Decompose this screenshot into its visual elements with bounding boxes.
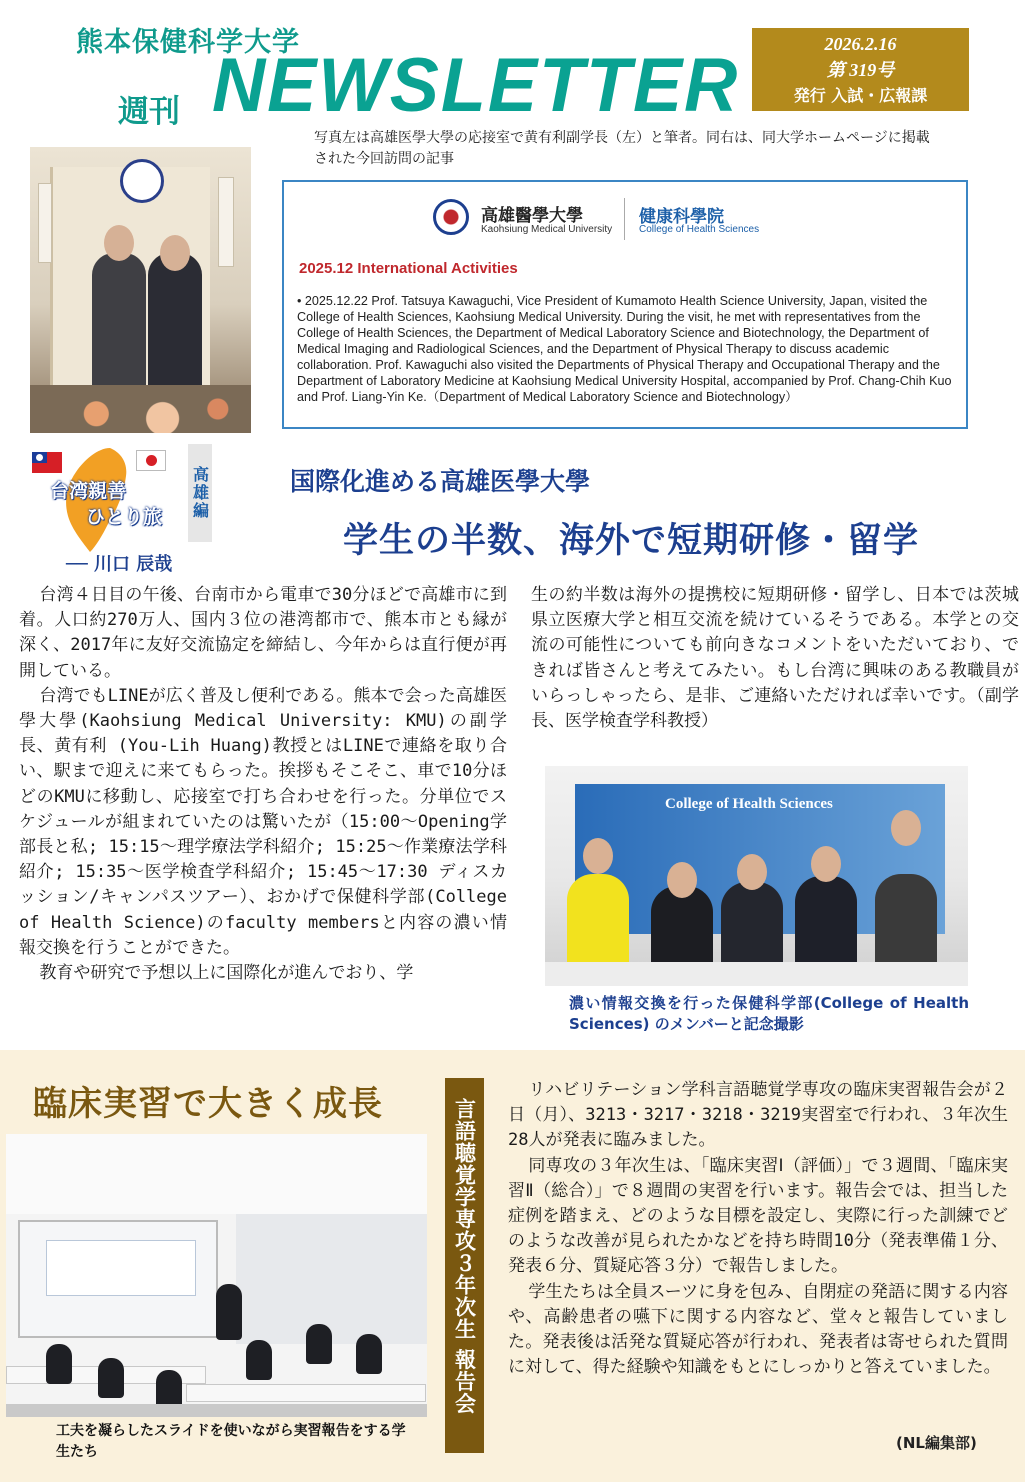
article2-signoff: (NL編集部) — [896, 1434, 977, 1452]
article2-body — [508, 1078, 1008, 1380]
article1-paragraph: 台湾でもLINEが広く普及し便利である。熊本で会った高雄医學大學(Kaohsiung Medical University: KMU)の副学長、黄有利 (You-Lih Huang)教授とはLINEで連絡を取り合い、駅まで迎えに来てもらった。挨拶もそこそこ、車で10分ほどのKMUに移動し、応接室で打ち合わせを行った。分単位でスケジュールが組まれていたのは驚いたが（15:00～Opening学部長と私; 15:15～理学療法学科紹介; 15:25～作業療法学科紹介; 15:35～医学検査学科紹介; 15:45～17:30 ディスカッション/キャンパスツアー）、おかげで保健科学部(College of Health Science)のfaculty membersと内容の濃い情報交換を行うことができた。 — [19, 685, 507, 958]
classroom-photo — [6, 1134, 427, 1417]
group-photo — [545, 766, 968, 986]
article1-paragraph: 教育や研究で予想以上に国際化が進んでおり、学 — [39, 963, 414, 984]
kmu-website-article — [282, 180, 968, 429]
article1-continued-text: 生の約半数は海外の提携校に短期研修・留学し、日本では茨城県立医療大学と相互交流を続けているそうである。本学との交流の可能性についても前向きなコメントをいただいており、できれば皆さんと考えてみたい。もし台湾に興味のある教職員がいらっしゃったら、是非、ご連絡いただければ幸いです。（副学長、医学検査学科教授） — [531, 585, 1019, 732]
article1-headline: 学生の半数、海外で短期研修・留学 — [343, 521, 920, 561]
article1-column2 — [531, 583, 1019, 734]
university-name: 熊本保健科学大学 — [76, 27, 300, 58]
group-photo-caption: 濃い情報交換を行った保健科学部(College of Health Sciences) のメンバーと記念撮影 — [569, 994, 969, 1033]
weekly-label: 週刊 — [118, 94, 180, 130]
kmu-name-en: Kaohsiung Medical University — [481, 224, 613, 235]
kmu-emblem-icon — [120, 159, 164, 203]
reception-room-photo — [30, 147, 251, 433]
article1-paragraph: 台湾４日目の午後、台南市から電車で30分ほどで高雄市に到着。人口約270万人、国内３位の港湾都市で、熊本市とも縁が深く、2017年に友好交流協定を締結し、今年からは直行便が再開している。 — [19, 585, 507, 681]
web-article-body: • 2025.12.22 Prof. Tatsuya Kawaguchi, Vice President of Kumamoto Health Science University, Japan, visited the College of Health Sciences, Kaohsiung Medical University. During the visit, he met with representatives from the College of Health Sciences, the Department of Medical Laboratory Science and Biotechnology, the Department of Medical Imaging and Radiological Sciences, and the Department of Physical Therapy to discuss academic collaboration. Prof. Kawaguchi also visited the Departments of Physical Therapy and Occupational Therapy and the Department of Laboratory Medicine at Kaohsiung Medical University Hospital, accompanied by Prof. Chang-Chih Kuo and Prof. Liang-Yin Ke.（Department of Medical Laboratory Science and Biotechnology） — [297, 294, 952, 404]
article2-paragraph: リハビリテーション学科言語聴覚学専攻の臨床実習報告会が２日（月）、3213・3217・3218・3219実習室で行われ、３年次生28人が発表に臨みました。 — [508, 1080, 1008, 1151]
newsletter-title: NEWSLETTER — [212, 43, 740, 128]
kmu-logo-icon — [433, 199, 469, 235]
article2-headline: 臨床実習で大きく成長 — [33, 1084, 383, 1124]
issue-date: 2026.2.16 — [824, 34, 897, 54]
classroom-photo-caption: 工夫を凝らしたスライドを使いながら実習報告をする学生たち — [56, 1423, 406, 1460]
series-title-line1: 台湾親善 — [50, 480, 127, 502]
series-edition: 高雄編 — [188, 444, 212, 542]
photo-banner-text: College of Health Sciences — [665, 796, 833, 812]
top-photo-caption: 写真左は高雄医學大學の応接室で黄有利副学長（左）と筆者。同右は、同大学ホームページに掲載された今回訪問の記事 — [314, 130, 930, 167]
college-name-en: College of Health Sciences — [639, 224, 760, 235]
article2-paragraph: 学生たちは全員スーツに身を包み、自閉症の発語に関する内容や、高齢患者の嚥下に関する内容など、堂々と報告していました。発表後は活発な質疑応答が行われ、発表者は寄せられた質問に対して、得た経験や知識をもとにしっかりと答えていました。 — [508, 1281, 1008, 1378]
publisher: 発行 入試・広報課 — [793, 86, 928, 105]
issue-info-box — [752, 28, 969, 111]
article1-subheadline: 国際化進める高雄医學大學 — [290, 467, 591, 496]
author-byline: ── 川口 辰哉 — [66, 554, 173, 575]
issue-number: 第 319号 — [826, 60, 895, 80]
article2-paragraph: 同専攻の３年次生は、「臨床実習Ⅰ（評価）」で３週間、「臨床実習Ⅱ（総合）」で８週間の実習を行います。報告会では、担当した症例を踏まえ、どのような目標を設定し、実際に行った訓練でどのような改善が見られたかなどを持ち時間10分（発表準備１分、発表６分、質疑応答３分）で報告しました。 — [508, 1155, 1008, 1277]
web-article-heading: 2025.12 International Activities — [299, 260, 518, 277]
college-name-zh: 健康科學院 — [639, 207, 724, 227]
series-title-line2: ひとり旅 — [86, 506, 163, 528]
kmu-name-zh: 高雄醫學大學 — [481, 206, 583, 226]
japan-flag-icon — [136, 450, 166, 471]
article1-column1 — [19, 583, 507, 986]
article2-vertical-title: 言語聴覚学専攻３年次生 報告会 — [445, 1078, 484, 1453]
